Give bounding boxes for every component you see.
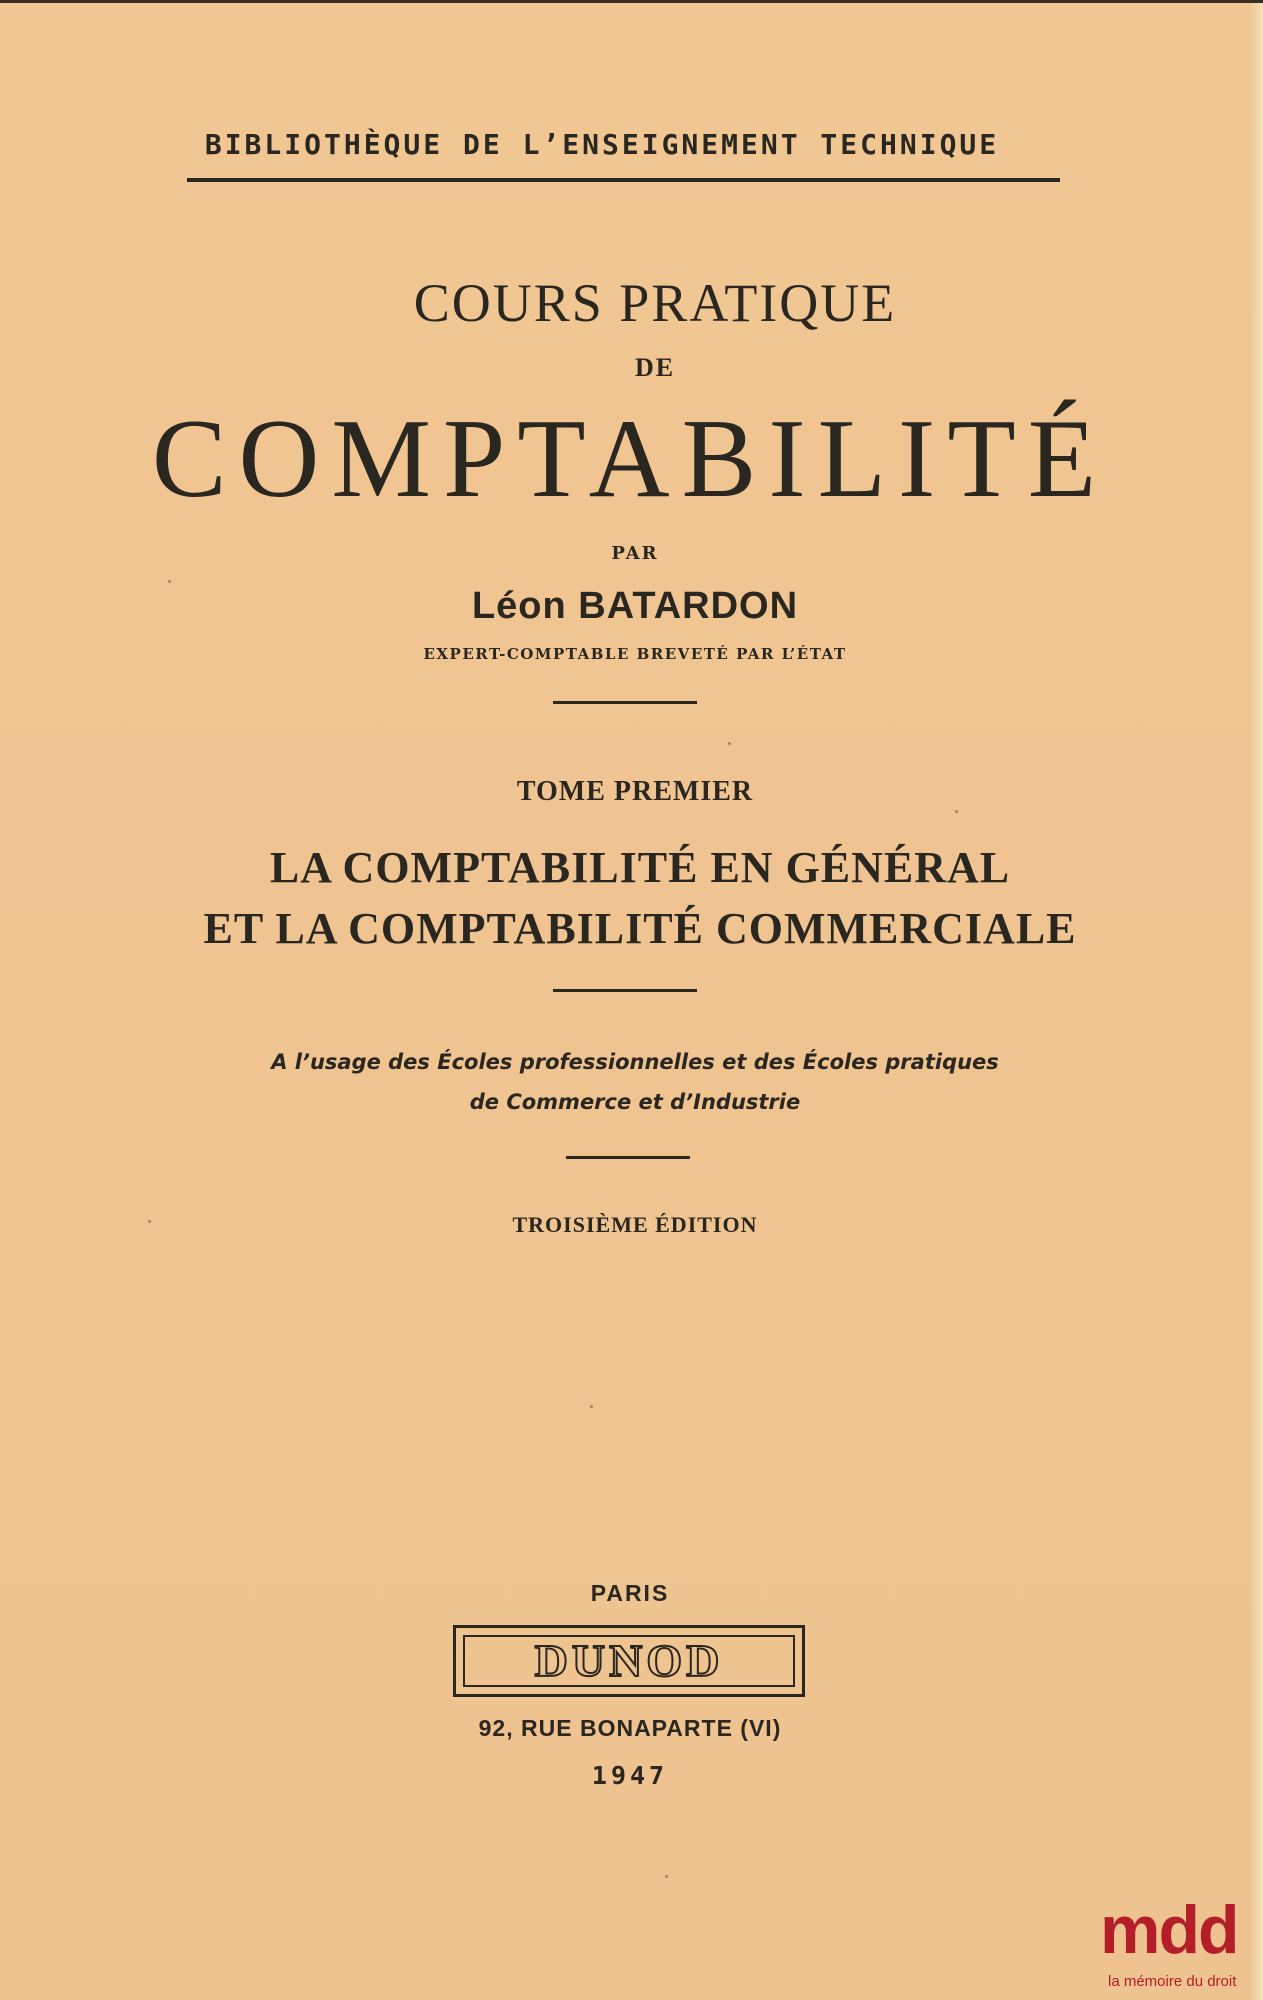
scan-border — [0, 0, 1263, 3]
paper-speck — [148, 1220, 151, 1223]
paper-speck — [665, 1875, 668, 1878]
series-rule — [187, 178, 1060, 182]
page-edge — [1250, 0, 1263, 2000]
paper-speck — [955, 810, 958, 813]
divider-rule — [566, 1156, 690, 1159]
publisher-logo — [453, 1625, 805, 1697]
mdd-logo — [1100, 1892, 1260, 2000]
mdd-logo-mark: mdd — [1100, 1892, 1238, 1968]
publisher-name: DUNOD — [534, 1635, 724, 1686]
book-title-line1: COURS PRATIQUE — [413, 273, 897, 333]
mdd-tagline: la mémoire du droit — [1108, 1973, 1237, 1990]
series-title: BIBLIOTHÈQUE DE L’ENSEIGNEMENT TECHNIQUE — [204, 128, 1000, 161]
author-by: PAR — [611, 543, 659, 564]
book-title-line2: DE — [634, 353, 676, 382]
imprint-city: PARIS — [590, 1580, 670, 1606]
author-credential: EXPERT-COMPTABLE BREVETÉ PAR L’ÉTAT — [423, 645, 847, 663]
edition-label: TROISIÈME ÉDITION — [512, 1212, 758, 1237]
usage-line1: A l’usage des Écoles professionnelles et des Écoles pratiques — [271, 1050, 999, 1074]
divider-rule — [553, 989, 697, 992]
paper-speck — [590, 1405, 593, 1408]
volume-label: TOME PREMIER — [516, 776, 754, 807]
volume-subtitle-line2: ET LA COMPTABILITÉ COMMERCIALE — [203, 904, 1077, 953]
usage-line2: de Commerce et d’Industrie — [469, 1090, 801, 1114]
imprint-address: 92, RUE BONAPARTE (VI) — [478, 1715, 782, 1741]
imprint-year: 1947 — [591, 1761, 669, 1790]
book-title-main: COMPTABILITÉ — [151, 397, 1109, 521]
paper-speck — [168, 580, 171, 583]
author-name: Léon BATARDON — [471, 585, 799, 627]
paper-speck — [728, 742, 731, 745]
volume-subtitle-line1: LA COMPTABILITÉ EN GÉNÉRAL — [269, 843, 1011, 892]
divider-rule — [553, 701, 697, 704]
